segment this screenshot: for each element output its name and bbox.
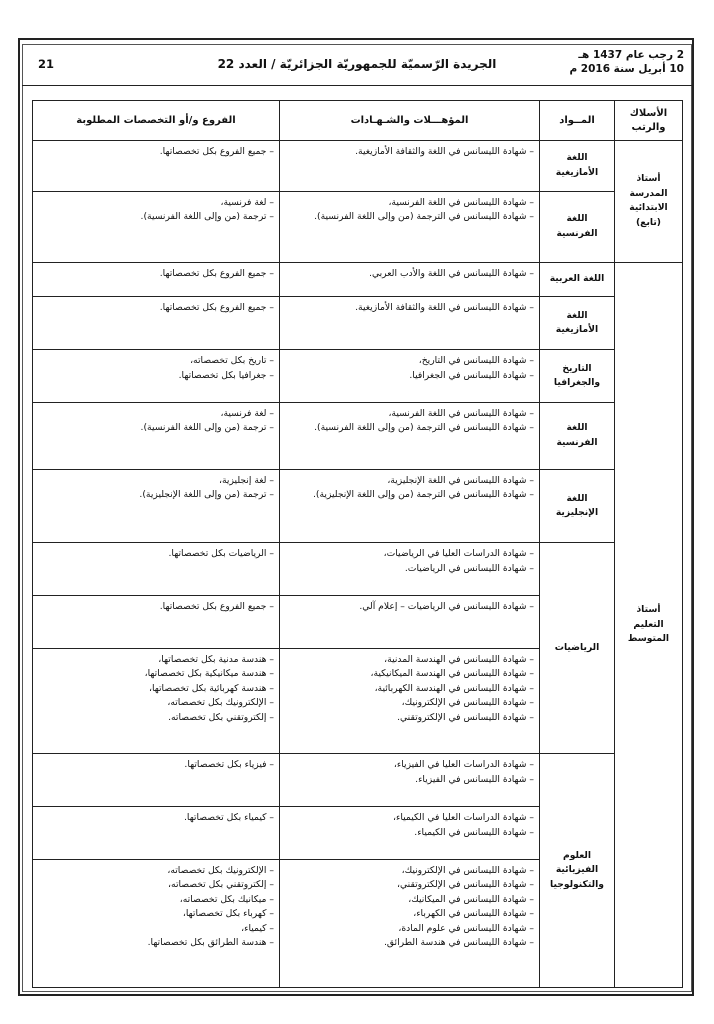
gregorian-date: 10 أبريل سنة 2016 م	[569, 63, 684, 75]
list-item: – شهادة الليسانس في الإلكترونيك،	[401, 697, 534, 709]
list-item: – لغة فرنسية،	[220, 196, 274, 208]
list-item: – شهادة الليسانس في اللغة والأدب العربي.	[369, 267, 534, 279]
table-row	[33, 754, 683, 807]
qualification-cell	[280, 859, 540, 987]
list-item: – شهادة الليسانس في الرياضيات – إعلام آلي.	[359, 600, 534, 612]
list-item: – جميع الفروع بكل تخصصاتها.	[159, 600, 274, 612]
specialties-cell	[33, 859, 280, 987]
subject-cell: اللغة الفرنسية	[540, 191, 615, 262]
qualifications-table	[32, 100, 683, 988]
qualification-cell	[280, 297, 540, 350]
specialties-cell	[33, 297, 280, 350]
qualification-cell	[280, 350, 540, 403]
list-item: – شهادة الليسانس في الهندسة المدنية،	[384, 653, 534, 665]
qualification-cell	[280, 262, 540, 297]
list-item: – شهادة الدراسات العليا في الرياضيات،	[383, 548, 534, 560]
list-item: – شهادة الليسانس في الجغرافيا.	[409, 369, 534, 381]
subject-cell: الرياضيات	[540, 543, 615, 754]
list-item: – فيزياء بكل تخصصاتها.	[184, 759, 274, 771]
table-row	[33, 262, 683, 297]
list-item: – شهادة الليسانس في الإلكتروتقني،	[397, 879, 534, 891]
list-item: – الإلكترونيك بكل تخصصاته،	[167, 864, 274, 876]
list-item: – ترجمة (من وإلى اللغة الفرنسية).	[140, 422, 274, 434]
list-item: – جميع الفروع بكل تخصصاتها.	[159, 146, 274, 157]
list-item: – تاريخ بكل تخصصاته،	[190, 355, 274, 367]
list-item: – جميع الفروع بكل تخصصاتها.	[159, 302, 274, 314]
subject-cell: اللغة الأمازيغية	[540, 141, 615, 192]
specialties-cell	[33, 595, 280, 648]
specialties-cell	[33, 350, 280, 403]
list-item: – الإلكترونيك بكل تخصصاته،	[167, 697, 274, 709]
qualification-cell	[280, 754, 540, 807]
list-item: – شهادة الدراسات العليا في الكيمياء،	[393, 812, 534, 824]
list-item: – كيمياء،	[241, 922, 274, 934]
list-item: – شهادة الليسانس في الكهرباء،	[413, 908, 534, 920]
subject-cell: العلوم الفيزيائية والتكنولوجيا	[540, 754, 615, 988]
list-item: – لغة فرنسية،	[220, 407, 274, 419]
table-header-row	[33, 101, 683, 141]
page-header	[22, 44, 692, 86]
table-row	[33, 191, 683, 262]
col-header-qualification: المؤهـــلات والشـهـادات	[280, 101, 540, 141]
qualification-cell	[280, 402, 540, 469]
qualification-cell	[280, 543, 540, 596]
list-item: – جغرافيا بكل تخصصاتها.	[178, 369, 274, 381]
page-number: 21	[38, 57, 55, 71]
list-item: – شهادة الليسانس في الترجمة (من وإلى اللغة الإنجليزية).	[312, 489, 534, 501]
table-row	[33, 141, 683, 192]
subject-cell: اللغة الإنجليزية	[540, 469, 615, 542]
list-item: – شهادة الليسانس في الهندسة الكهربائية،	[374, 682, 534, 694]
list-item: – شهادة الليسانس في الفيزياء.	[415, 773, 534, 785]
list-item: – هندسة الطرائق بكل تخصصاتها.	[147, 937, 274, 949]
list-item: – إلكتروتقني بكل تخصصاته.	[168, 711, 274, 723]
list-item: – شهادة الليسانس في الترجمة (من وإلى اللغة الفرنسية).	[314, 211, 534, 223]
grade-cell: أستاذ المدرسة الابتدائية (تابع)	[615, 141, 683, 263]
list-item: – جميع الفروع بكل تخصصاتها.	[159, 267, 274, 279]
list-item: – شهادة الليسانس في علوم المادة،	[398, 922, 534, 934]
list-item: – الرياضيات بكل تخصصاتها.	[168, 548, 274, 560]
table-row	[33, 543, 683, 596]
list-item: – شهادة الليسانس في الإلكتروتقني.	[397, 711, 534, 723]
col-header-subject: المــواد	[540, 101, 615, 141]
subject-cell: التاريخ والجغرافيا	[540, 350, 615, 403]
qualification-cell	[280, 648, 540, 754]
list-item: – هندسة كهربائية بكل تخصصاتها،	[149, 682, 274, 694]
list-item: – شهادة الليسانس في الترجمة (من وإلى اللغة الفرنسية).	[314, 422, 534, 434]
grade-cell: أستاذ التعليم المتوسط	[615, 262, 683, 987]
qualification-cell	[280, 469, 540, 542]
qualification-cell	[280, 191, 540, 262]
specialties-cell	[33, 402, 280, 469]
col-header-grade: الأسلاك والرتب	[615, 101, 683, 141]
specialties-cell	[33, 469, 280, 542]
list-item: – شهادة الدراسات العليا في الفيزياء،	[393, 759, 534, 771]
list-item: – ميكانيك بكل تخصصاته،	[179, 893, 274, 905]
list-item: – شهادة الليسانس في الكيمياء.	[414, 826, 534, 838]
specialties-cell	[33, 754, 280, 807]
list-item: – ترجمة (من وإلى اللغة الإنجليزية).	[139, 489, 274, 501]
col-header-specialties: الفروع و/أو التخصصات المطلوبة	[33, 101, 280, 141]
list-item: – شهادة الليسانس في اللغة الإنجليزية،	[387, 474, 534, 486]
list-item: – كيمياء بكل تخصصاتها.	[183, 812, 274, 824]
list-item: – شهادة الليسانس في اللغة الفرنسية،	[388, 196, 534, 208]
qualification-cell	[280, 807, 540, 860]
specialties-cell	[33, 648, 280, 754]
specialties-cell	[33, 191, 280, 262]
table-row	[33, 297, 683, 350]
qualification-cell	[280, 141, 540, 192]
list-item: – هندسة ميكانيكية بكل تخصصاتها،	[144, 668, 274, 680]
table-row	[33, 402, 683, 469]
table-row	[33, 469, 683, 542]
list-item: – شهادة الليسانس في هندسة الطرائق.	[383, 937, 534, 949]
subject-cell: اللغة العربية	[540, 262, 615, 297]
list-item: – لغة إنجليزية،	[219, 474, 274, 486]
list-item: – شهادة الليسانس في الهندسة الميكانيكية،	[370, 668, 534, 680]
journal-title: الجريدة الرّسميّة للجمهوريّة الجزائريّة / العدد 22	[217, 57, 497, 71]
qualification-cell	[280, 595, 540, 648]
specialties-cell	[33, 807, 280, 860]
hijri-date: 2 رجب عام 1437 هـ	[578, 49, 684, 61]
specialties-cell	[33, 543, 280, 596]
specialties-cell	[33, 141, 280, 192]
list-item: – شهادة الليسانس في الإلكترونيك،	[401, 864, 534, 876]
list-item: – شهادة الليسانس في اللغة والثقافة الأمازيغية.	[355, 146, 534, 157]
subject-cell: اللغة الفرنسية	[540, 402, 615, 469]
list-item: – شهادة الليسانس في اللغة والثقافة الأمازيغية.	[355, 302, 534, 314]
list-item: – شهادة الليسانس في التاريخ،	[418, 355, 534, 367]
list-item: – شهادة الليسانس في الميكانيك،	[408, 893, 534, 905]
table-row	[33, 350, 683, 403]
list-item: – إلكتروتقني بكل تخصصاته،	[168, 879, 274, 891]
list-item: – شهادة الليسانس في الرياضيات.	[404, 562, 534, 574]
list-item: – كهرباء بكل تخصصاتها،	[182, 908, 274, 920]
list-item: – شهادة الليسانس في اللغة الفرنسية،	[388, 407, 534, 419]
list-item: – ترجمة (من وإلى اللغة الفرنسية).	[140, 211, 274, 223]
specialties-cell	[33, 262, 280, 297]
subject-cell: اللغة الأمازيغية	[540, 297, 615, 350]
list-item: – هندسة مدنية بكل تخصصاتها،	[158, 653, 274, 665]
